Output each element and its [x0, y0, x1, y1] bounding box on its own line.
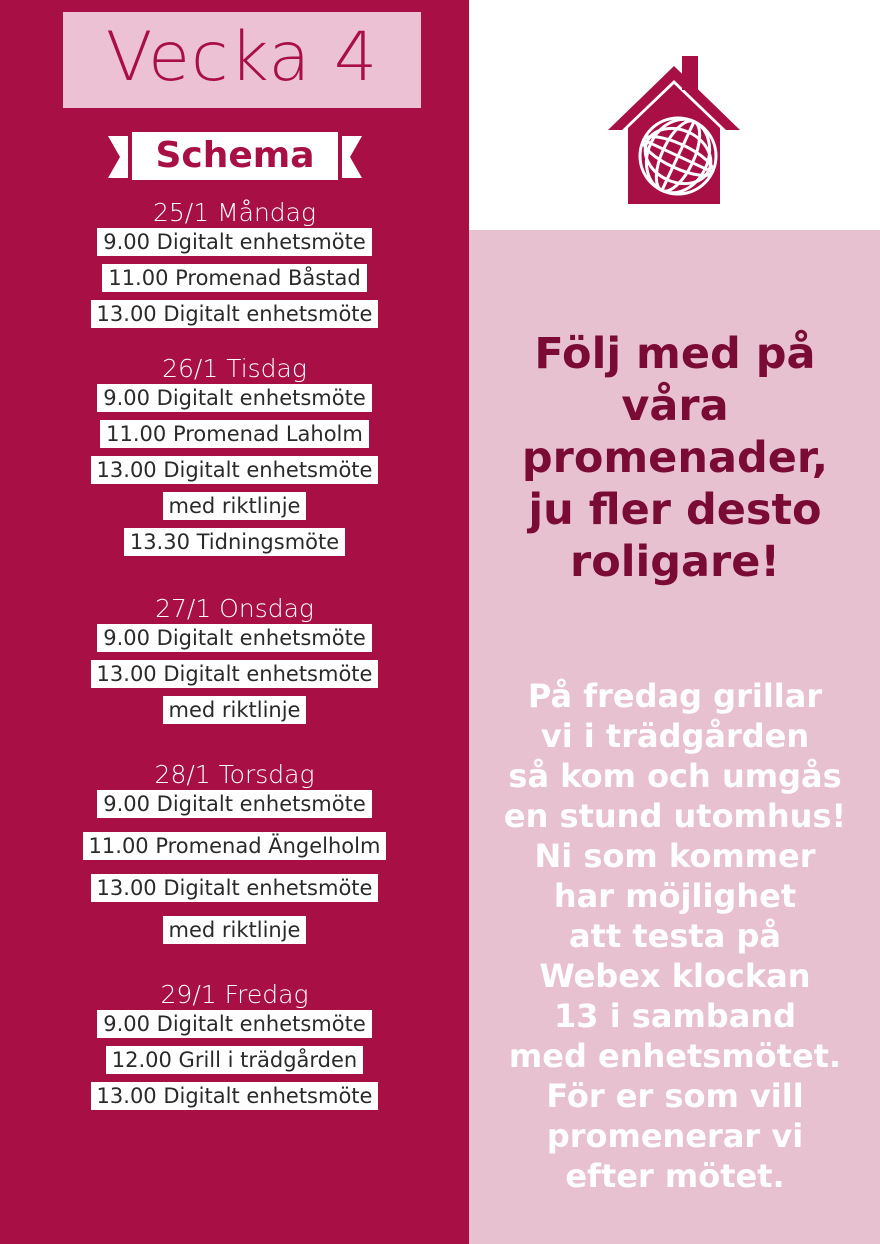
info-line: Webex klockan — [539, 957, 811, 995]
schedule-item: 13.00 Digitalt enhetsmöte — [91, 660, 379, 688]
info-line: För er som vill — [546, 1077, 804, 1115]
headline-line: våra — [621, 381, 729, 431]
headline-line: Följ med på — [534, 329, 816, 379]
headline-line: promenader, — [521, 433, 829, 483]
info-text — [470, 676, 880, 1196]
day-thursday — [0, 760, 469, 952]
day-tuesday — [0, 354, 469, 564]
schema-label: Schema — [155, 135, 315, 176]
day-heading: 27/1 Onsdag — [155, 594, 314, 623]
schedule-item: 9.00 Digitalt enhetsmöte — [97, 384, 372, 412]
info-line: Ni som kommer — [534, 837, 816, 875]
day-heading: 29/1 Fredag — [160, 980, 309, 1009]
info-line: har möjlighet — [553, 877, 797, 915]
schedule-item: 13.00 Digitalt enhetsmöte — [91, 456, 379, 484]
info-line: 13 i samband — [554, 997, 796, 1035]
schedule-item: 9.00 Digitalt enhetsmöte — [97, 624, 372, 652]
schedule-item: 12.00 Grill i trädgården — [106, 1046, 363, 1074]
schema-ribbon — [108, 128, 362, 184]
title-box — [63, 12, 421, 108]
schedule-item: 13.00 Digitalt enhetsmöte — [91, 874, 379, 902]
schedule-item: 13.30 Tidningsmöte — [124, 528, 345, 556]
info-line: en stund utomhus! — [503, 797, 847, 835]
schedule-item: 11.00 Promenad Laholm — [100, 420, 369, 448]
schedule-item: 9.00 Digitalt enhetsmöte — [97, 1010, 372, 1038]
schedule-item: 9.00 Digitalt enhetsmöte — [97, 790, 372, 818]
house-globe-icon — [608, 52, 740, 206]
schedule-item: 13.00 Digitalt enhetsmöte — [91, 1082, 379, 1110]
info-line: med enhetsmötet. — [508, 1037, 842, 1075]
schedule-item: 9.00 Digitalt enhetsmöte — [97, 228, 372, 256]
schedule-item: med riktlinje — [163, 492, 307, 520]
schedule-item: med riktlinje — [163, 916, 307, 944]
page-title: Vecka 4 — [105, 18, 379, 97]
info-line: att testa på — [569, 917, 781, 955]
day-heading: 25/1 Måndag — [152, 198, 316, 227]
day-heading: 26/1 Tisdag — [162, 354, 307, 383]
schedule-item: 13.00 Digitalt enhetsmöte — [91, 300, 379, 328]
info-line: På fredag grillar — [527, 677, 823, 715]
schedule-item: med riktlinje — [163, 696, 307, 724]
schedule — [0, 198, 469, 1118]
headline-line: roligare! — [569, 537, 780, 587]
day-heading: 28/1 Torsdag — [154, 760, 315, 789]
info-line: promenerar vi — [546, 1117, 804, 1155]
headline — [470, 328, 880, 588]
day-monday — [0, 198, 469, 336]
info-line: så kom och umgås — [508, 757, 842, 795]
day-wednesday — [0, 594, 469, 732]
schedule-item: 11.00 Promenad Båstad — [102, 264, 366, 292]
info-line: vi i trädgården — [540, 717, 810, 755]
headline-line: ju fler desto — [528, 485, 822, 535]
day-friday — [0, 980, 469, 1118]
info-line: efter mötet. — [565, 1157, 785, 1195]
schedule-item: 11.00 Promenad Ängelholm — [83, 832, 387, 860]
